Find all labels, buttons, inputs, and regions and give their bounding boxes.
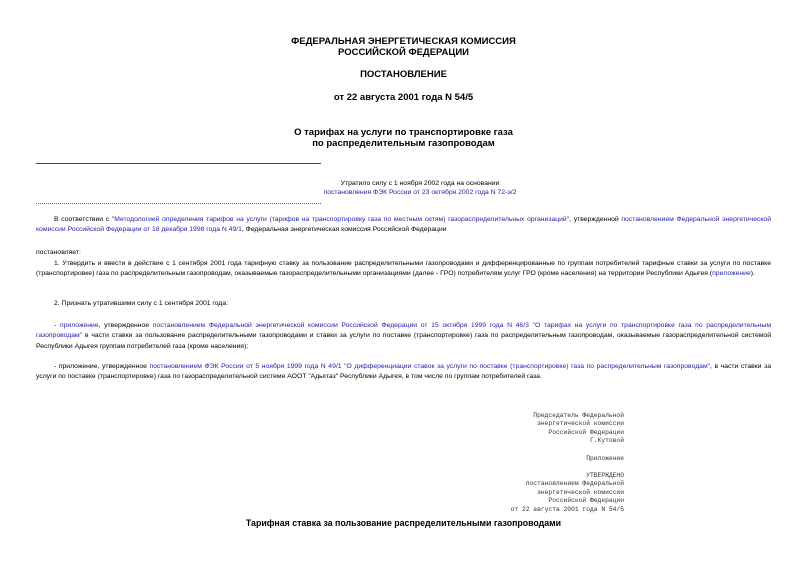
approval-line-4: от 22 августа 2001 года N 54/5	[510, 505, 624, 513]
repeal-note: Утратило силу с 1 ноября 2002 года на основании	[340, 180, 500, 187]
repeal-link[interactable]: постановления ФЭК России от 23 октября 2002 года N 72-э/2	[323, 189, 517, 196]
repealed-item-2	[36, 362, 771, 383]
signature-name: Г.Кутовой	[589, 437, 624, 445]
signature-line-2: энергетической комиссии	[537, 420, 624, 428]
clause-2-text: 2. Признать утратившими силу с 1 сентября 2001 года:	[54, 300, 229, 307]
approval-line-3: Российской Федерации	[548, 497, 624, 505]
preamble-paragraph	[36, 215, 771, 236]
resolves-label: постановляет:	[36, 249, 81, 256]
signature-line-3: Российской Федерации	[548, 428, 624, 436]
signature-block	[440, 412, 624, 446]
approval-line-1: постановлением Федеральной	[525, 480, 624, 488]
appendix-link[interactable]: приложение	[712, 270, 751, 278]
clause-1-paragraph	[36, 259, 771, 280]
repealed-item-1-text-b: в части ставки за пользование распределительными газопроводами и ставки за услуги по поставке (транспортировке) газа по распределительным газопроводам, оказываемые газораспределительной системой Республики Адыгея группам потребителей газа (кроме населения);	[36, 332, 771, 350]
preamble-text-b: , утвержденной	[569, 216, 622, 223]
repealed-item-2-text-b: , в части ставки за услуги по поставке (транспортировке) газа по газораспределительной системе АООТ "Адыггаз" Республики Адыгея, в том числе по группам потребителей газа.	[36, 363, 771, 381]
approval-block	[440, 472, 624, 514]
repealed-appendix-link[interactable]: приложение	[59, 322, 99, 329]
resolution-1999-49-link[interactable]: постановлением ФЭК России от 5 ноября 1999 года N 49/1 "О дифференциации ставок за услуги по поставке (транспортировке) газа по распределительным газопроводам"	[149, 363, 711, 370]
clause-2-paragraph	[36, 299, 771, 309]
document-date: от 22 августа 2001 года N 54/5	[333, 92, 474, 103]
repealed-item-2-text-a: - приложение, утвержденное	[54, 363, 150, 370]
preamble-text-a: В соответствии с	[54, 216, 112, 223]
appendix-label: Приложение	[586, 455, 624, 462]
signature-line-1: Председатель Федеральной	[533, 412, 624, 419]
approval-heading: УТВЕРЖДЕНО	[586, 472, 624, 479]
issuer-line-2: РОССИЙСКОЙ ФЕДЕРАЦИИ	[337, 47, 469, 58]
repealed-item-1-text-a: , утвержденное	[98, 322, 153, 329]
issuer-line-1: ФЕДЕРАЛЬНАЯ ЭНЕРГЕТИЧЕСКАЯ КОМИССИЯ	[291, 36, 516, 47]
subject-line-1: О тарифах на услуги по транспортировке газа	[294, 127, 513, 138]
methodology-link[interactable]: "Методологией определения тарифов на услуги (тарифов на транспортировку газа по местным сетям) газораспределительных организаций"	[111, 216, 570, 223]
resolution-1999-46-link[interactable]: постановлением Федеральной энергетической комиссии Российской Федерации от 15 октября 1999 года N 46/3 "О тарифах на услуги по транспортировке газа по распределительным газопроводам"	[36, 322, 772, 340]
subject-line-2: по распределительным газопроводам	[312, 138, 495, 149]
resolution-1998-link[interactable]: постановлением Федеральной энергетической комиссии Российской Федерации от 18 декабря 1998 года N 49/1	[36, 216, 771, 234]
repeal-divider	[36, 203, 321, 204]
issuer-heading	[0, 36, 807, 58]
document-type: ПОСТАНОВЛЕНИЕ	[360, 69, 447, 80]
header-divider	[36, 163, 321, 164]
repealed-item-1-dash: -	[54, 322, 60, 329]
document-subject	[0, 127, 807, 149]
clause-1-text-b: ).	[750, 270, 755, 278]
approval-line-2: энергетической комиссии	[537, 488, 624, 496]
clause-1-text-a: 1. Утвердить и ввести в действие с 1 сентября 2001 года тарифную ставку за пользование распределительными газопроводами и дифференцированные по группам потребителей тарифные ставки за услуги по поставке (транспортировке) газа по распределительным газопроводам, оказываемые газораспределительными организациями (далее - ГРО) потребителям услуг ГРО (кроме населения) на территории Республики Адыгея (	[36, 260, 771, 278]
preamble-text-c: , Федеральная энергетическая комиссия Российской Федерации	[241, 226, 447, 234]
repealed-item-1	[36, 321, 771, 352]
tariff-table-title: Тарифная ставка за пользование распределительными газопроводами	[245, 518, 562, 528]
repeal-note-link-line	[300, 189, 540, 196]
